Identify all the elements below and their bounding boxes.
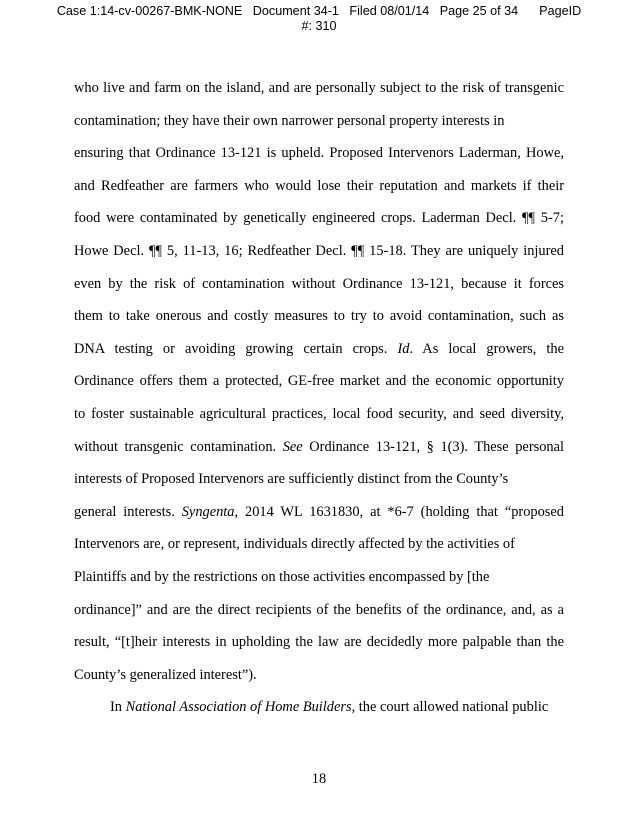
text-run: without transgenic contamination.: [74, 438, 283, 455]
body-text: [74, 78, 564, 730]
text-line: ordinance]” and are the direct recipients of the benefits of the ordinance, and, as a: [74, 601, 564, 618]
page-count: Page 25 of 34: [439, 4, 519, 18]
case-number: Case 1:14-cv-00267-BMK-NONE: [56, 4, 243, 18]
text-run: , 2014 WL 1631830, at *6-7 (holding that “proposed: [234, 503, 564, 520]
text-line: who live and farm on the island, and are personally subject to the risk of transgenic: [74, 80, 564, 96]
ecf-header: [0, 4, 638, 34]
text-run: In: [110, 699, 126, 716]
text-run: general interests.: [74, 503, 182, 520]
text-line: Plaintiffs and by the restrictions on those activities encompassed by [the: [74, 568, 490, 585]
text-line: Howe Decl. ¶¶ 5, 11-13, 16; Redfeather Decl. ¶¶ 15-18. They are uniquely injured: [74, 242, 564, 259]
text-line: even by the risk of contamination without Ordinance 13-121, because it forces: [74, 275, 564, 292]
filed-date: Filed 08/01/14: [349, 4, 430, 18]
text-line: contamination; they have their own narrower personal property interests in: [74, 112, 505, 129]
text-line: them to take onerous and costly measures to try to avoid contamination, such as: [74, 308, 564, 325]
page-number: 18: [311, 771, 327, 787]
text-line: result, “[t]heir interests in upholding the law are decidedly more palpable than the: [74, 634, 564, 651]
text-line: Ordinance offers them a protected, GE-free market and the economic opportunity: [74, 373, 564, 390]
pageid-label: PageID: [539, 4, 582, 18]
text-line: [74, 697, 564, 730]
text-line: interests of Proposed Intervenors are sufficiently distinct from the County’s: [74, 471, 509, 488]
text-line: ensuring that Ordinance 13-121 is upheld. Proposed Intervenors Laderman, Howe,: [74, 145, 564, 162]
document-number: Document 34-1: [252, 4, 339, 18]
pageid-number: #: 310: [301, 19, 337, 33]
text-line: [74, 502, 564, 535]
citation-italic: Id: [397, 340, 410, 357]
citation-italic: See: [282, 438, 303, 455]
text-line: Intervenors are, or represent, individuals directly affected by the activities of: [74, 536, 515, 553]
text-run: , the court allowed national public: [351, 699, 549, 716]
text-run: Ordinance 13-121, § 1(3). These personal: [302, 438, 564, 455]
text-run: . As local growers, the: [409, 340, 564, 357]
text-line: food were contaminated by genetically engineered crops. Laderman Decl. ¶¶ 5-7;: [74, 210, 564, 227]
text-line: [74, 339, 564, 372]
text-line: County’s generalized interest”).: [74, 666, 257, 683]
text-line: and Redfeather are farmers who would lose their reputation and markets if their: [74, 177, 564, 194]
text-run: DNA testing or avoiding growing certain crops.: [74, 340, 398, 357]
case-name-italic: National Association of Home Builders: [125, 699, 352, 716]
ecf-header-line: [0, 4, 638, 19]
text-line: to foster sustainable agricultural practices, local food security, and seed diversity,: [74, 405, 564, 422]
text-line: [74, 437, 564, 470]
case-name-italic: Syngenta: [181, 503, 235, 520]
